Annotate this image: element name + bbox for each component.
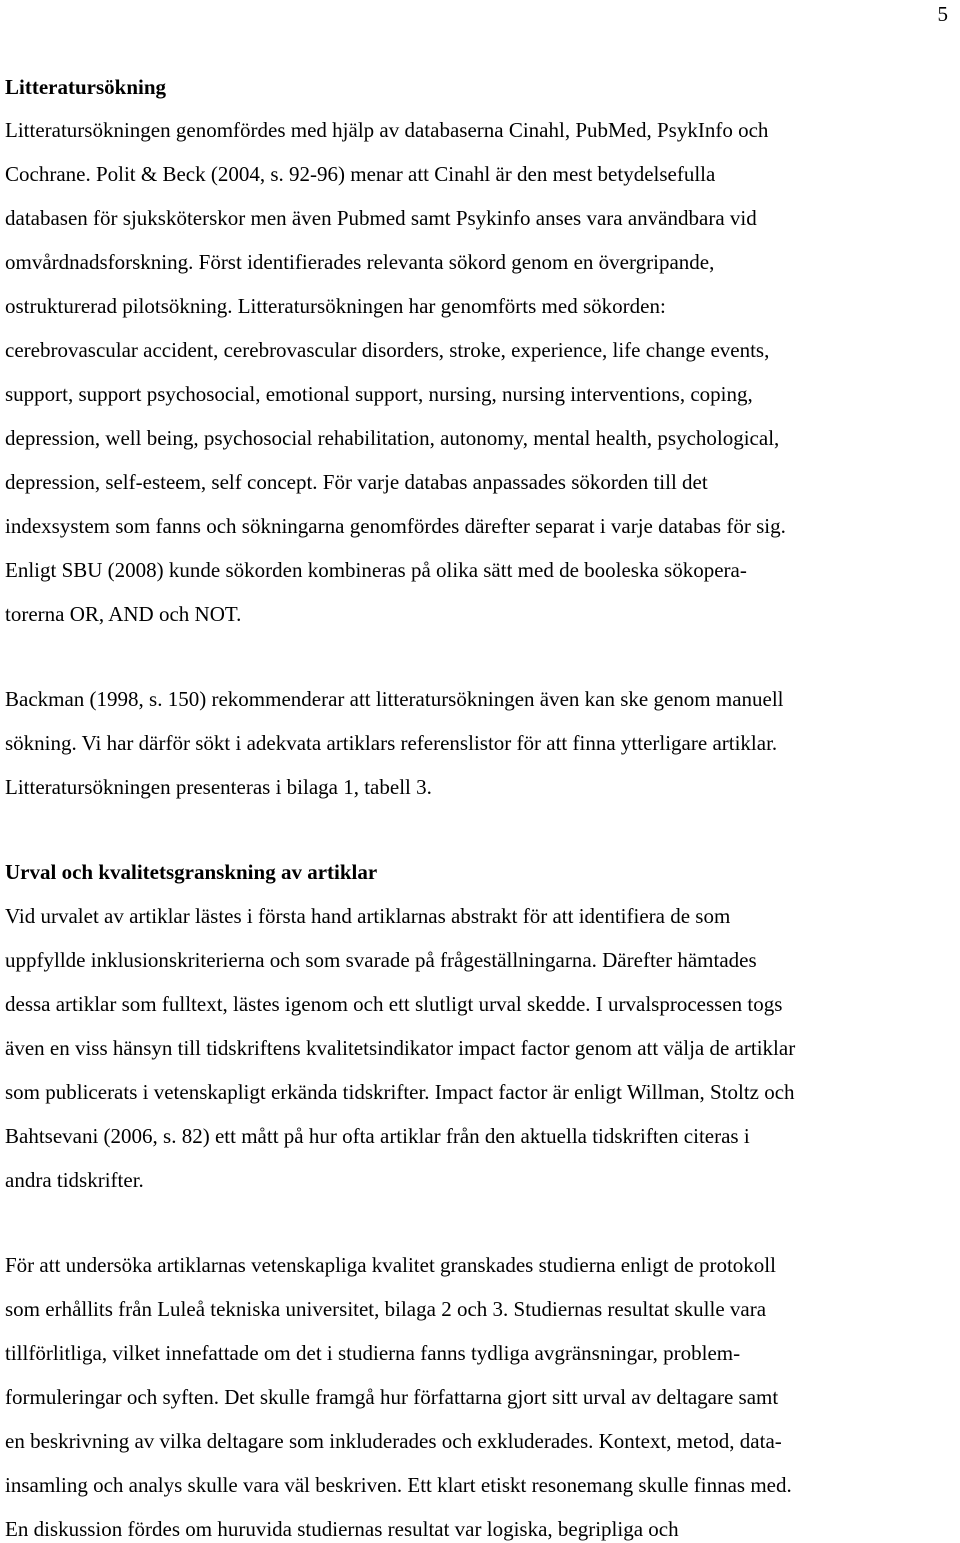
text-line: Backman (1998, s. 150) rekommenderar att litteratursökningen även kan ske genom manuell <box>5 687 784 711</box>
text-line: En diskussion fördes om huruvida studiernas resultat var logiska, begripliga och <box>5 1517 679 1541</box>
text-line: insamling och analys skulle vara väl beskriven. Ett klart etiskt resonemang skulle finnas med. <box>5 1473 792 1497</box>
text-line: Litteratursökningen genomfördes med hjälp av databaserna Cinahl, PubMed, PsykInfo och <box>5 118 769 142</box>
text-line: uppfyllde inklusionskriterierna och som svarade på frågeställningarna. Därefter hämtades <box>5 948 757 972</box>
text-line: Litteratursökningen presenteras i bilaga 1, tabell 3. <box>5 775 432 799</box>
text-line: tillförlitliga, vilket innefattade om det i studierna fanns tydliga avgränsningar, problem- <box>5 1341 741 1365</box>
text-line: cerebrovascular accident, cerebrovascular disorders, stroke, experience, life change events, <box>5 338 770 362</box>
text-line: sökning. Vi har därför sökt i adekvata artiklars referenslistor för att finna ytterligare artiklar. <box>5 731 778 755</box>
text-line: Enligt SBU (2008) kunde sökorden kombineras på olika sätt med de booleska sökopera- <box>5 558 747 582</box>
text-line: dessa artiklar som fulltext, lästes igenom och ett slutligt urval skedde. I urvalsprocessen togs <box>5 992 783 1016</box>
text-line: indexsystem som fanns och sökningarna genomfördes därefter separat i varje databas för sig. <box>5 514 786 538</box>
text-line: omvårdnadsforskning. Först identifierades relevanta sökord genom en övergripande, <box>5 250 715 274</box>
text-line: formuleringar och syften. Det skulle framgå hur författarna gjort sitt urval av deltagare samt <box>5 1385 779 1409</box>
text-line: depression, well being, psychosocial rehabilitation, autonomy, mental health, psychological, <box>5 426 780 450</box>
text-line: andra tidskrifter. <box>5 1168 144 1192</box>
text-line: Cochrane. Polit & Beck (2004, s. 92-96) menar att Cinahl är den mest betydelsefulla <box>5 162 716 186</box>
section-heading: Urval och kvalitetsgranskning av artiklar <box>5 860 378 884</box>
text-line: databasen för sjuksköterskor men även Pubmed samt Psykinfo anses vara användbara vid <box>5 206 757 230</box>
text-line: Vid urvalet av artiklar lästes i första hand artiklarnas abstrakt för att identifiera de som <box>5 904 731 928</box>
text-line: torerna OR, AND och NOT. <box>5 602 242 626</box>
section-heading: Litteratursökning <box>5 75 167 99</box>
text-line: Bahtsevani (2006, s. 82) ett mått på hur ofta artiklar från den aktuella tidskriften citeras i <box>5 1124 750 1148</box>
text-line: även en viss hänsyn till tidskriftens kvalitetsindikator impact factor genom att välja de artiklar <box>5 1036 796 1060</box>
text-line: som publicerats i vetenskapligt erkända tidskrifter. Impact factor är enligt Willman, Stoltz och <box>5 1080 795 1104</box>
text-line: depression, self-esteem, self concept. För varje databas anpassades sökorden till det <box>5 470 708 494</box>
text-line: ostrukturerad pilotsökning. Litteratursökningen har genomförts med sökorden: <box>5 294 666 318</box>
text-line: support, support psychosocial, emotional support, nursing, nursing interventions, coping, <box>5 382 753 406</box>
page-number: 5 <box>937 2 948 26</box>
text-line: För att undersöka artiklarnas vetenskapliga kvalitet granskades studierna enligt de protokoll <box>5 1253 776 1277</box>
text-line: en beskrivning av vilka deltagare som inkluderades och exkluderades. Kontext, metod, data- <box>5 1429 782 1453</box>
text-line: som erhållits från Luleå tekniska universitet, bilaga 2 och 3. Studiernas resultat skulle vara <box>5 1297 767 1321</box>
